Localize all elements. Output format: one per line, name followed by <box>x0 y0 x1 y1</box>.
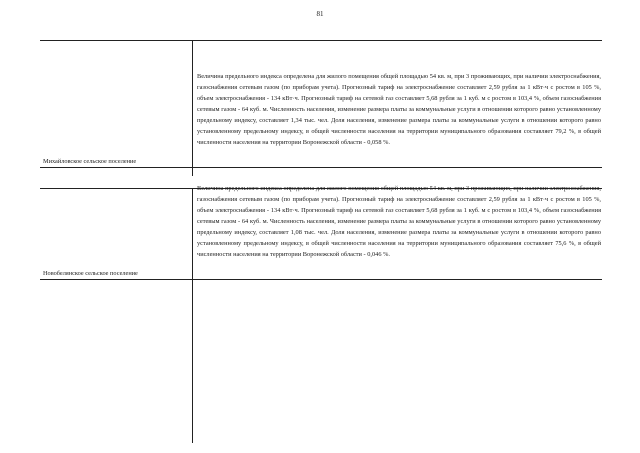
column-divider <box>192 188 193 443</box>
row-separator <box>40 167 602 168</box>
settlement-name-cell: Новобелянское сельское поселение <box>43 270 138 277</box>
index-description-cell: Величина предельного индекса определена для жилого помещения общей площадью 54 кв. м, при 3 проживающих, при наличии электроснабжения, газоснабжения сетевым газом (по приборам учета). Прогнозный тариф на электроснабжение составляет 2,59 рубля за 1 кВт·ч с ростом в 105 %, объем электроснабжения - 134 кВт·ч. Прогнозный тариф на сетевой газ составляет 5,68 рубля за 1 куб. м с ростом в 103,4 %, объем газоснабжения сетевым газом - 64 куб. м. Численность населения, изменение размера платы за коммунальные услуги в отношении которого равно установленному предельному индексу, составляет 1,34 тыс. чел. Доля населения, изменение размера платы за коммунальные услуги в отношении которого равно установленному предельному индексу, в общей численности населения на территории муниципального образования составляет 79,2 %, в общей численности населения на территории Воронежской области - 0,058 %. <box>197 73 601 146</box>
index-description-cell: Величина предельного индекса определена для жилого помещения общей площадью 54 кв. м, при 3 проживающих, при наличии электроснабжения, газоснабжения сетевым газом (по приборам учета). Прогнозный тариф на электроснабжение составляет 2,59 рубля за 1 кВт·ч с ростом в 105 %, объем электроснабжения - 134 кВт·ч. Прогнозный тариф на сетевой газ составляет 5,68 рубля за 1 куб. м с ростом в 103,4 %, объем газоснабжения сетевым газом - 64 куб. м. Численность населения, изменение размера платы за коммунальные услуги в отношении которого равно установленному предельному индексу, составляет 1,08 тыс. чел. Доля населения, изменение размера платы за коммунальные услуги в отношении которого равно установленному предельному индексу, в общей численности населения на территории муниципального образования составляет 75,6 %, в общей численности населения на территории Воронежской области - 0,046 %. <box>197 185 601 258</box>
row-separator <box>40 279 602 280</box>
settlement-name-cell: Михайловское сельское поселение <box>43 158 137 165</box>
table-top-border <box>40 40 602 41</box>
page-number: 81 <box>316 10 324 18</box>
column-divider <box>192 40 193 176</box>
